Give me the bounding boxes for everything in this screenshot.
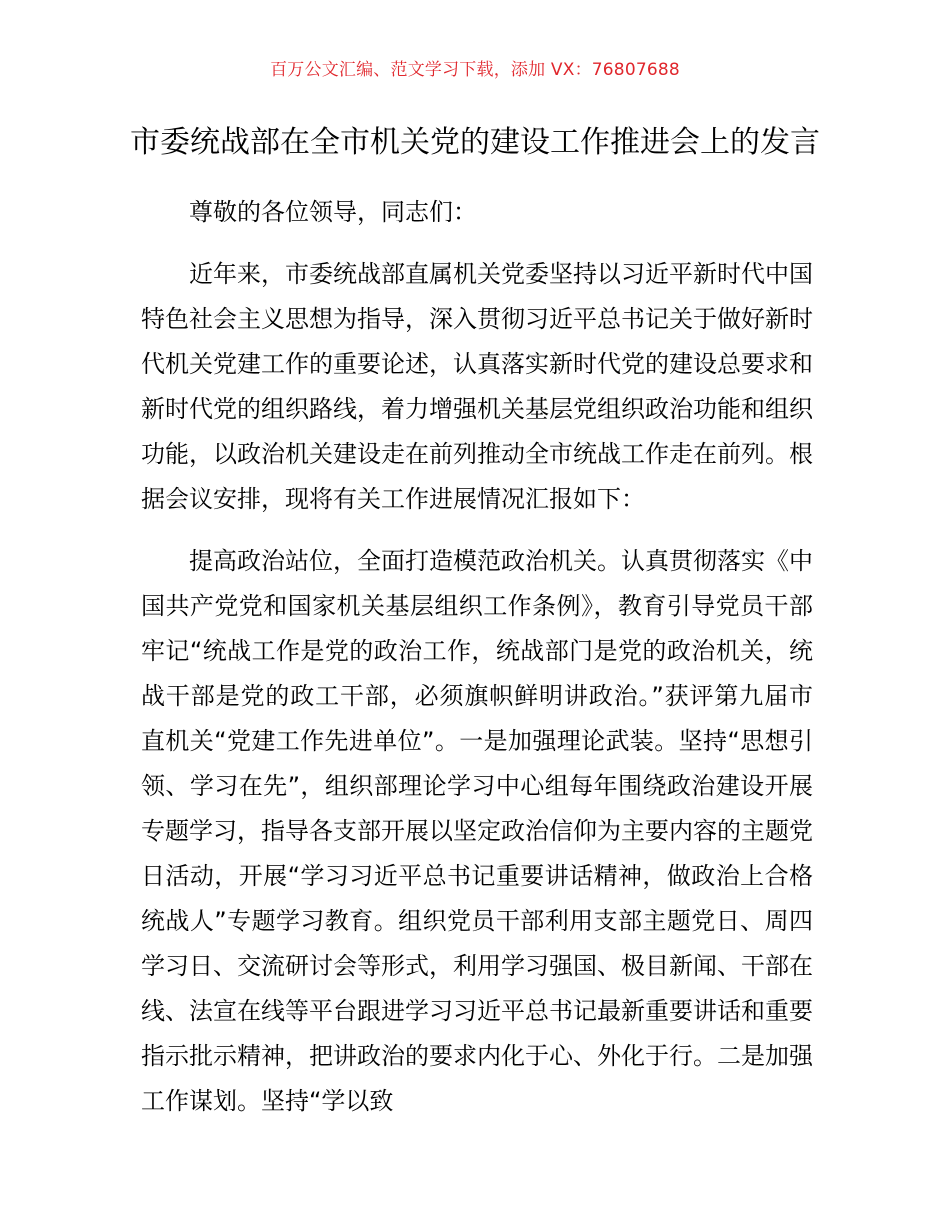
document-title: 市委统战部在全市机关党的建设工作推进会上的发言 xyxy=(130,125,820,160)
document-body xyxy=(141,190,813,1124)
paragraph-1: 近年来，市委统战部直属机关党委坚持以习近平新时代中国特色社会主义思想为指导，深入贯彻习近平总书记关于做好新时代机关党建工作的重要论述，认真落实新时代党的建设总要求和新时代党的组织路线，着力增强机关基层党组织政治功能和组织功能，以政治机关建设走在前列推动全市统战工作走在前列。根据会议安排，现将有关工作进展情况汇报如下： xyxy=(141,260,813,513)
salutation: 尊敬的各位领导，同志们： xyxy=(189,198,477,226)
header-note: 百万公文汇编、范文学习下载，添加 VX：76807688 xyxy=(270,60,680,80)
paragraph-2: 提高政治站位，全面打造模范政治机关。认真贯彻落实《中国共产党党和国家机关基层组织工作条例》，教育引导党员干部牢记“统战工作是党的政治工作，统战部门是党的政治机关，统战干部是党的政工干部，必须旗帜鲜明讲政治。”获评第九届市直机关“党建工作先进单位”。一是加强理论武装。坚持“思想引领、学习在先”，组织部理论学习中心组每年围绕政治建设开展专题学习，指导各支部开展以坚定政治信仰为主要内容的主题党日活动，开展“学习习近平总书记重要讲话精神，做政治上合格统战人”专题学习教育。组织党员干部利用支部主题党日、周四学习日、交流研讨会等形式，利用学习强国、极目新闻、干部在线、法宣在线等平台跟进学习习近平总书记最新重要讲话和重要指示批示精神，把讲政治的要求内化于心、外化于行。二是加强工作谋划。坚持“学以致 xyxy=(141,547,813,1115)
